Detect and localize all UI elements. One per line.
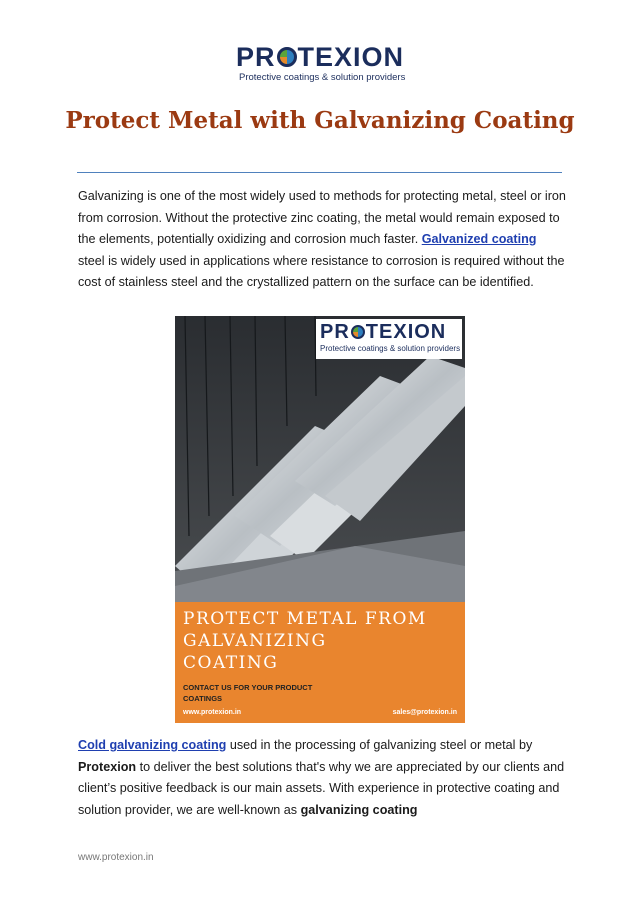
hero-cta: CONTACT US FOR YOUR PRODUCT COATINGS xyxy=(183,683,313,703)
second-text-1: used in the processing of galvanizing steel or metal by xyxy=(226,738,533,752)
galvanized-coating-link[interactable]: Galvanized coating xyxy=(421,232,537,246)
hero-logo-wordmark-left: PR xyxy=(320,321,350,343)
hero-banner xyxy=(175,602,465,723)
title-divider xyxy=(77,172,562,173)
hero-email: sales@protexion.in xyxy=(392,709,457,716)
intro-paragraph xyxy=(78,186,566,294)
hero-headline: PROTECT METAL FROM GALVANIZING COATING xyxy=(183,609,427,673)
logo-wordmark xyxy=(236,42,404,72)
cold-galvanizing-coating-link[interactable]: Cold galvanizing coating xyxy=(78,738,227,752)
hero-logo-tagline: Protective coatings & solution providers xyxy=(320,344,461,353)
hero-logo-globe-icon xyxy=(351,325,365,339)
protexion-logo xyxy=(236,42,408,82)
hero-logo xyxy=(316,319,462,359)
logo-globe-icon xyxy=(277,47,297,67)
intro-text-1: Galvanizing is one of the most widely used to methods for protecting metal, steel or iron from corrosion. Without the protective zinc coating, the metal would remain exposed to the elements, potentially oxidizing and corrosion much faster. xyxy=(78,189,566,246)
hero-website: www.protexion.in xyxy=(183,709,242,716)
second-paragraph xyxy=(78,735,566,821)
page-title: Protect Metal with Galvanizing Coating xyxy=(65,107,575,134)
hero-logo-wordmark-right: TEXION xyxy=(365,321,447,343)
logo-wordmark-right: TEXION xyxy=(297,42,405,72)
footer-website: www.protexion.in xyxy=(78,852,154,863)
hero-logo-wordmark xyxy=(320,321,446,343)
logo-wordmark-left: PR xyxy=(236,42,276,72)
second-text-2: to deliver the best solutions that's why we are appreciated by our clients and client’s positive feedback is our main assets. With experience in protective coating and solution provider, we are well-known as xyxy=(78,759,565,817)
galvanizing-coating-bold: galvanizing coating xyxy=(300,802,418,817)
logo-tagline: Protective coatings & solution providers xyxy=(239,72,406,83)
brand-name: Protexion xyxy=(78,759,137,774)
hero-image xyxy=(175,316,465,723)
intro-text-2: steel is widely used in applications where resistance to corrosion is required without the cost of stainless steel and the crystallized pattern on the surface can be identified. xyxy=(78,253,565,289)
